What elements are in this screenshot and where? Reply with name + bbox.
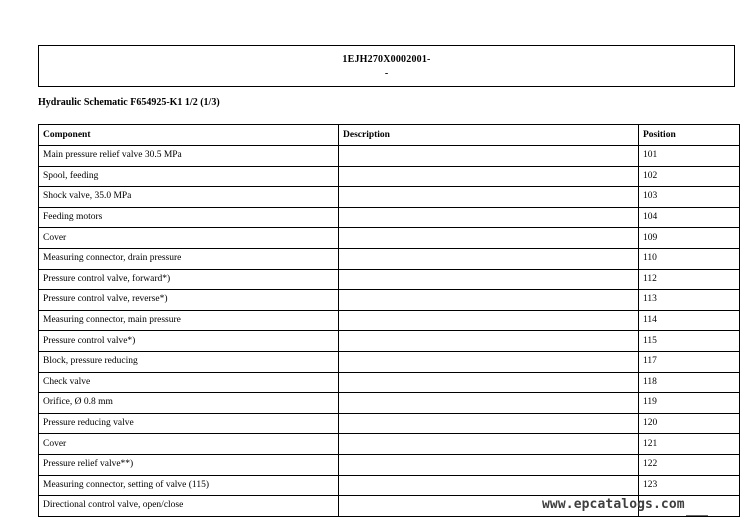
component-cell: Check valve (39, 372, 339, 393)
position-cell: 115 (639, 331, 740, 352)
table-row (39, 331, 740, 352)
component-cell: Orifice, Ø 0.8 mm (39, 393, 339, 414)
position-cell: 120 (639, 413, 740, 434)
description-cell (339, 331, 639, 352)
component-cell: Pressure control valve, reverse*) (39, 290, 339, 311)
position-cell: 117 (639, 351, 740, 372)
position-cell: 112 (639, 269, 740, 290)
table-row (39, 351, 740, 372)
component-cell: Cover (39, 434, 339, 455)
position-cell: 121 (639, 434, 740, 455)
position-cell: 102 (639, 166, 740, 187)
component-cell: Pressure control valve, forward*) (39, 269, 339, 290)
description-cell (339, 475, 639, 496)
position-cell: 103 (639, 187, 740, 208)
description-cell (339, 393, 639, 414)
table-row (39, 413, 740, 434)
component-cell: Measuring connector, main pressure (39, 310, 339, 331)
table-row (39, 372, 740, 393)
table-row (39, 248, 740, 269)
component-cell: Cover (39, 228, 339, 249)
position-cell: 123 (639, 475, 740, 496)
table-row (39, 434, 740, 455)
position-cell: 119 (639, 393, 740, 414)
position-cell: 109 (639, 228, 740, 249)
component-cell: Pressure relief valve**) (39, 454, 339, 475)
description-cell (339, 454, 639, 475)
section-title: Hydraulic Schematic F654925-K1 1/2 (1/3) (38, 97, 220, 108)
table-row (39, 207, 740, 228)
description-cell (339, 228, 639, 249)
description-cell (339, 413, 639, 434)
component-cell: Feeding motors (39, 207, 339, 228)
component-cell: Block, pressure reducing (39, 351, 339, 372)
table-row (39, 454, 740, 475)
table-row (39, 475, 740, 496)
document-header-box (38, 45, 735, 87)
component-cell: Shock valve, 35.0 MPa (39, 187, 339, 208)
table-row (39, 228, 740, 249)
component-cell: Spool, feeding (39, 166, 339, 187)
column-header-description: Description (339, 125, 639, 146)
watermark-text: www.epcatalogs.com (542, 497, 685, 512)
description-cell (339, 187, 639, 208)
table-row (39, 166, 740, 187)
table-row (39, 310, 740, 331)
position-cell: 114 (639, 310, 740, 331)
description-cell (339, 166, 639, 187)
table-row (39, 290, 740, 311)
watermark-underline (686, 515, 708, 516)
column-header-component: Component (39, 125, 339, 146)
table-header-row (39, 125, 740, 146)
document-id: 1EJH270X0002001- (342, 54, 431, 65)
component-cell: Pressure control valve*) (39, 331, 339, 352)
component-cell: Measuring connector, setting of valve (115) (39, 475, 339, 496)
table-row (39, 187, 740, 208)
position-cell: 101 (639, 146, 740, 167)
description-cell (339, 269, 639, 290)
table-row (39, 269, 740, 290)
table-row (39, 146, 740, 167)
description-cell (339, 310, 639, 331)
position-cell: 122 (639, 454, 740, 475)
component-cell: Measuring connector, drain pressure (39, 248, 339, 269)
description-cell (339, 146, 639, 167)
description-cell (339, 207, 639, 228)
position-cell: 110 (639, 248, 740, 269)
description-cell (339, 290, 639, 311)
component-table (38, 124, 740, 517)
description-cell (339, 434, 639, 455)
component-cell: Directional control valve, open/close (39, 496, 339, 517)
table-row (39, 393, 740, 414)
component-cell: Main pressure relief valve 30.5 MPa (39, 146, 339, 167)
description-cell (339, 372, 639, 393)
description-cell (339, 248, 639, 269)
position-cell: 104 (639, 207, 740, 228)
document-id-suffix: - (384, 68, 389, 79)
description-cell (339, 351, 639, 372)
component-cell: Pressure reducing valve (39, 413, 339, 434)
position-cell: 118 (639, 372, 740, 393)
position-cell: 113 (639, 290, 740, 311)
column-header-position: Position (639, 125, 740, 146)
